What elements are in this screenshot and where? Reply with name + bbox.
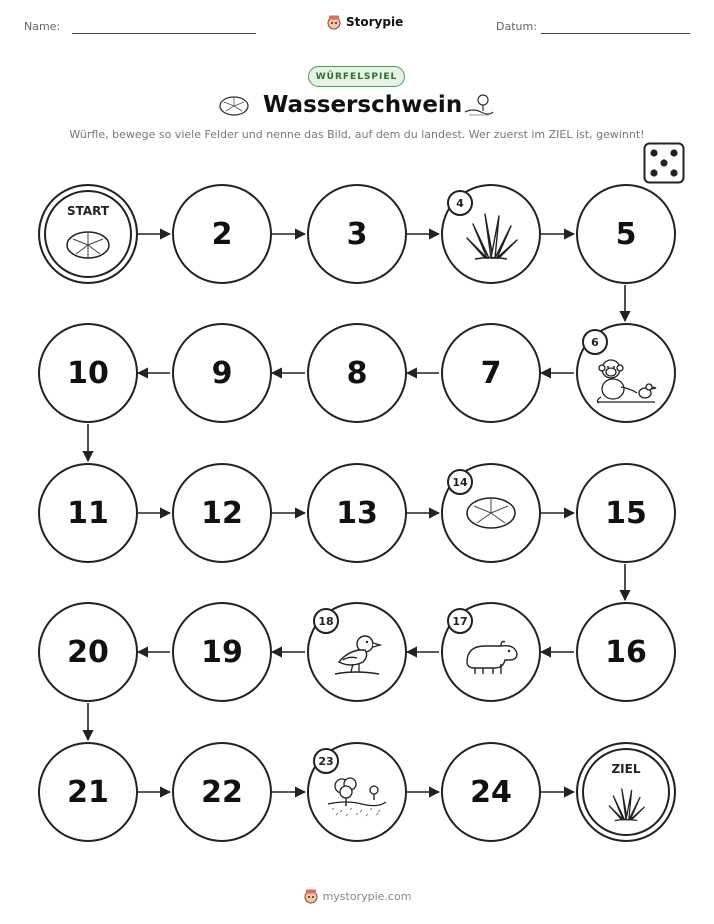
cell-number-badge: 18 (313, 608, 339, 634)
cell-number: 9 (211, 355, 233, 391)
date-label: Datum: (496, 20, 537, 33)
cell-number: 22 (201, 774, 243, 810)
cell-number-badge: 4 (447, 190, 473, 216)
footer (0, 888, 714, 904)
name-label: Name: (24, 20, 61, 33)
grass-tuft-icon (605, 782, 647, 824)
monkey-and-bird-icon (593, 355, 659, 405)
board-cell-20 (38, 602, 138, 702)
cell-number: 20 (67, 634, 109, 670)
board-cell-7 (441, 323, 541, 423)
board-cell-19 (172, 602, 272, 702)
cell-number: 7 (480, 355, 502, 391)
game-type-badge: WÜRFELSPIEL (308, 66, 405, 87)
start-cell (38, 184, 138, 284)
cell-number: 16 (605, 634, 647, 670)
cell-number-badge: 23 (313, 748, 339, 774)
board-cell-10 (38, 323, 138, 423)
page-title: Wasserschwein (263, 92, 463, 118)
brand-name: Storypie (346, 15, 404, 29)
cell-number: 24 (470, 774, 512, 810)
start-label: START (66, 204, 110, 218)
board-cell-13 (307, 463, 407, 563)
board-cell-16 (576, 602, 676, 702)
cell-number: 11 (67, 495, 109, 531)
board-cell-12 (172, 463, 272, 563)
storypie-mascot-icon (303, 888, 319, 904)
cell-number-badge: 6 (582, 329, 608, 355)
board-cell-8 (307, 323, 407, 423)
grass-tuft-icon (461, 206, 521, 262)
capybara-icon (461, 634, 521, 676)
cell-number: 2 (211, 216, 233, 252)
board-cell-22 (172, 742, 272, 842)
footer-url[interactable]: mystorypie.com (322, 889, 412, 903)
bird-icon (331, 632, 383, 678)
board-cell-5 (576, 184, 676, 284)
lily-pad-icon (464, 494, 518, 532)
board-cell-21 (38, 742, 138, 842)
cell-number: 15 (605, 495, 647, 531)
cell-number: 10 (67, 355, 109, 391)
finish-cell (576, 742, 676, 842)
board-cell-3 (307, 184, 407, 284)
board-cell-24 (441, 742, 541, 842)
finish-label: ZIEL (611, 762, 641, 776)
cell-number-badge: 17 (447, 608, 473, 634)
instructions: Würfle, bewege so viele Felder und nenne das Bild, auf dem du landest. Wer zuerst im ZIEL ist, gewinnt! (69, 128, 645, 141)
cell-number: 21 (67, 774, 109, 810)
cell-number: 8 (346, 355, 368, 391)
cell-number: 3 (346, 216, 368, 252)
board-cell-15 (576, 463, 676, 563)
cell-number: 13 (336, 495, 378, 531)
cell-number: 19 (201, 634, 243, 670)
board-cell-2 (172, 184, 272, 284)
board-cell-11 (38, 463, 138, 563)
board-cell-9 (172, 323, 272, 423)
cell-number: 5 (615, 216, 637, 252)
tree-landscape-icon (326, 774, 388, 818)
cell-number: 12 (201, 495, 243, 531)
cell-number-badge: 14 (447, 469, 473, 495)
lily-pad-icon (64, 228, 112, 262)
